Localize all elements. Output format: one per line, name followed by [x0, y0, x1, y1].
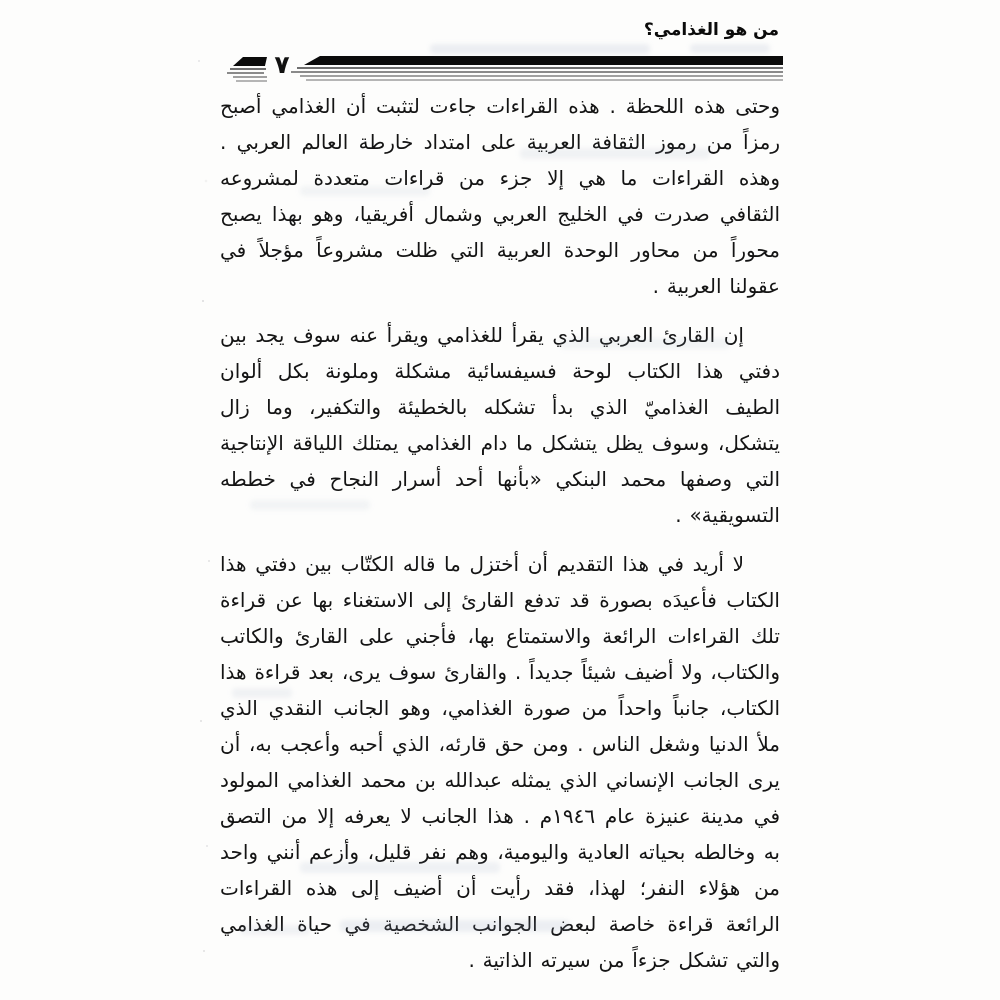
- paragraph-1: وحتى هذه اللحظة . هذه القراءات جاءت لتثبت أن الغذامي أصبح رمزاً من رموز الثقافة العربية على امتداد خارطة العالم العربي . وهذه القراءات ما هي إلا جزء من قراءات متعددة لمشروعه الثقافي صدرت في الخليج العربي وشمال أفريقيا، وهو بهذا يصبح محوراً من محاور الوحدة العربية التي ظلت مشروعاً مؤجلاً في عقولنا العربية .: [220, 94, 780, 298]
- bleed-through-mark: [430, 44, 650, 54]
- header-rule-bar: [304, 56, 783, 65]
- paragraph-3: لا أريد في هذا التقديم أن أختزل ما قاله الكتّاب بين دفتي هذا الكتاب فأعيدَه بصورة قد تدفع القارئ إلى الاستغناء بها عن قراءة تلك القراءات الرائعة والاستمتاع بها، فأجني على القارئ والكاتب والكتاب، ولا أضيف شيئاً جديداً . والقارئ سوف يرى، بعد قراءة هذا الكتاب، جانباً واحداً من صورة الغذامي، وهو الجانب النقدي الذي ملأ الدنيا وشغل الناس . ومن حق قارئه، الذي أحبه وأعجب به، أن يرى الجانب الإنساني الذي يمثله عبدالله بن محمد الغذامي المولود في مدينة عنيزة عام ١٩٤٦م . هذا الجانب لا يعرفه إلا من التصق به وخالطه بحياته العادية واليومية، وهم نفر قليل، وأزعم أنني واحد من هؤلاء النفر؛ لهذا، فقد رأيت أن أضيف إلى هذه القراءات الرائعة قراءة خاصة لبعض الجوانب الشخصية في حياة الغذامي والتي تشكل جزءاً من سيرته الذاتية .: [219, 552, 780, 972]
- body-text-block: [220, 88, 780, 991]
- bleed-through-mark: [690, 44, 770, 53]
- page-number: ٧: [274, 50, 290, 79]
- running-header-title: من هو الغذامي؟: [643, 20, 779, 40]
- paragraph-2: إن القارئ العربي الذي يقرأ للغذامي ويقرأ عنه سوف يجد بين دفتي هذا الكتاب لوحة فسيفسائية مشكلة وملونة بكل ألوان الطيف الغذاميّ الذي بدأ تشكله بالخطيئة والتكفير، وما زال يتشكل، وسوف يظل يتشكل ما دام الغذامي يمتلك اللياقة الإنتاجية التي وصفها محمد البنكي «بأنها أحد أسرار النجاح في خططه التسويقية» .: [220, 323, 780, 527]
- scan-noise: [202, 300, 204, 302]
- header-rule: [304, 56, 783, 81]
